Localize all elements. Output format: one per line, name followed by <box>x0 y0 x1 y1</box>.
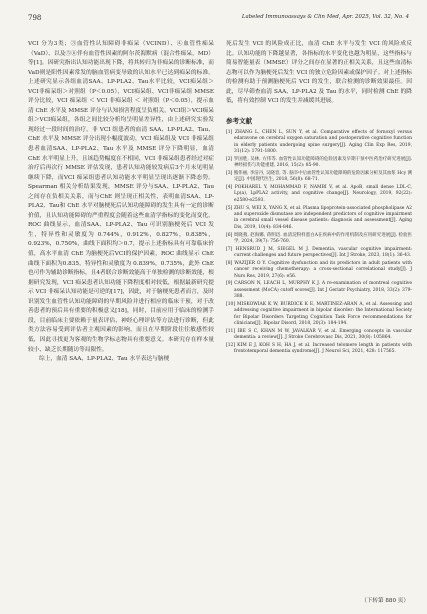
reference-item: [7] HENSRUD J M, SIEGEL M J. Dementia, vascular cognitive impairment: current challenges and future perspectives[J]. Int J Stroke, 2023, 18(1): 36-43. <box>226 246 412 259</box>
reference-item: [3] 熊伟丽, 李洁丹, 吴晓容, 等. 脑卒中后血管性认知功能障碍的危险因素分析及其血浆 Hcy 测定[J]. 中国现代医生, 2018, 56(8): 68-71. <box>226 170 412 183</box>
reference-item: [6] 周晓燕, 赵海娜, 蒋明迅. 血清淀粉样蛋白A在疾病中的作用机制及应用研究进展[J]. 检验医学, 2024, 39(7): 756-760. <box>226 232 412 245</box>
reference-item: [12] KIM E J, KOH S H, HA J, et al. Increased telomere length in patients with frontotemporal dementia syndrome[J]. J Neurol Sci, 2021, 428: 117565. <box>226 342 412 355</box>
reference-item: [8] WAZIJER O Y. Cognitive dysfunction and its predictors in adult patients with cancer receiving chemotherapy: a cross-sectional correlational study[J]. J Nurs Res, 2019, 27(6): e56. <box>226 260 412 279</box>
page-number: 798 <box>28 14 42 22</box>
journal-title: Labeled Immunoassays & Clin Med, Apr. 2025, Vol. 32, No. 4 <box>241 14 409 20</box>
body-paragraph: VCI 分为3类；③血管性认知障碍非痴呆（VCIND）、④血管性痴呆（VaD）、以及⑤⑥伴有血管性因素的阿尔茨海默病（混合性痴呆，MD）等[1]。因研究指出认知功能出现下降，将其转归为非痴呆的诊断标准，而VaD则是阳性因素常发的脑血管病变导致的认知水平已达到痴呆的标准。上述研究显示各组血清SAA、LP-PLA2、Tau水平比较，VCI痴呆组＞VCI非痴呆组＞对照组（P＜0.05），VCI痴呆组、VCI非痴呆组 MMSE 评分比较，VCI 痴呆组 ＜ VCI 非痴呆组 ＜ 对照组（P＜0.05），提示血清 ChE 水平及 MMSE 评分与认知损害程度呈负相关，VCI组＞VCI痴呆组＞VCI痴呆组，各组之间比较分析均呈明显差异性，由上述研究实验发现经过一段时间的治疗，非 VCI 组患者的血清 SAA、LP-PLA2、Tau、ChE 水平及 MMSE 评分出现小幅度波动，VCI 痴呆组及 VCI 非痴呆组患者血清SAA、LP-PLA2、Tau 水平及 MMSE 评分下降明显，血清 ChE 水平明显上升，且该趋势幅度在不相同，VCI 非痴呆组患者经过对症治疗后再次行 MMSE 评估发现，患者认知功能较发病后3个月未见明显继续下降，而VCI 痴呆组患者认知功能水平明显呈现出逐渐下降态势。Spearman 相关分析结果发现，MMSE 评分与SAA、LP-PLA2、Tau 之间存在负相关关系，而与ChE 则呈现正相关性，表明血清SAA、LP-PLA2、Tau和 ChE 水平对脑梗死后认知功能障碍的发生具有一定的诊断价值，且认知功能障碍的严重程度会随着这些血清学指标的变化而变化。ROC 曲线显示，血清SAA、LP-PLA2、Tau 可识别脑梗死后 VCI 发生，特异性和灵敏度为 0.744%，0.912%，0.827%，0.838%，0.923%，0.750%，曲线下面积均＞0.7，提示上述指标具有可靠临床价值，高水平血清 ChE 为脑梗死后VCI的保护因素，ROC 曲线显示 ChE 曲线下面积为0.835，特异性和灵敏度为 0.839%，0.735%，此外 ChE也可作为辅助诊断指标，且4者联合诊断效能高于单独检测的诊断效能，根据研究发现，VCI 痴呆患者认知功能下降程度相对较低，根据最新研究提示 VCI 非痴呆认知功能是可逆的[17]，因此，对于脑梗死患者而言，及时识别发生血管性认知功能障碍的早期风险并进行相应的临床干预，对于改善患者的预后具有重要的积极意义[18]，同时，目前应用于临床的检测手段，目前临床主要依赖于量表评估、神经心理评估等方法进行诊断，但此类方法容易受到评估者主观因素的影响，而且在早期阶段往往敏感性较低，因此寻找更为客观的生物学标志物具有重要意义。本研究存在样本量较小、缺乏长期随访等局限性。 <box>28 41 214 353</box>
reference-list <box>226 130 412 356</box>
reference-item: [11] IBE S C, KHAN M W, JAVALKAR V, et al. Emerging concepts in vascular dementia: a review[J]. J Stroke Cerebrovasc Dis, 2021, 30(8): 105864. <box>226 328 412 341</box>
reference-item: [9] CARSON N, LEACH L, MURPHY K J. A re-examination of montreal cognitive assessment (MoCA) cutoff scores[J]. Int J Geriatr Psychiatry, 2018, 33(2): 379-388. <box>226 281 412 300</box>
reference-item: [4] POKHAREL Y, MOHAMMAD F, NAMBI V, et al. ApoB, small dense LDL-C, Lp(a), LpPLA2 activity, and cognitive change[J]. Neurology, 2019, 92(22): e2580-e2593. <box>226 185 412 203</box>
right-column <box>226 40 412 357</box>
continued-note: （下转第 880 页） <box>361 598 409 604</box>
body-paragraph-conclusion: 死后发生 VCI 的风险成正比，血清 ChE 水平与发生 VCI 的风险成反比。认知功能的下降越显著，各指标的水平变化也越为明显，这些指标与简易智能量表（MMSE）评分之间存在显著的正相关关系，且这些血清标志物可以作为脑梗死后发生 VCI 的独立危险因素或保护因子。对上述指标的检测有助于预测脑梗死后 VCI 的发生，联合检测的诊断效果最佳。因此，尽早筛查血清 SAA、LP-PLA2 及 Tau 的水平，同时检测 ChE 的降低，将有效控制 VCI 的发生并减缓其进展。 <box>226 41 412 105</box>
reference-item: [10] MISKOWIAK K W, BURDICK K E, MARTINEZ-ARAN A, et al. Assessing and addressing cognitive impairment in bipolar disorder: the International Society for Bipolar Disorders Targeting Cognition Task Force recommendations for clinicians[J]. Bipolar Disord, 2018, 20(3): 184-194. <box>226 301 412 327</box>
reference-item: [2] 罗国胜, 吴林, 方伟等. 血管性认知功能障碍的危险因素及早期干预中医药治疗研究进展[J]. 神经损伤与功能重建, 2016, 15(2): 85-90. <box>226 156 412 169</box>
running-header <box>28 14 409 26</box>
reference-item: [5] ZHU S, WEI X, YANG X, et al. Plasma lipoprotein-associated phospholipase A2 and superoxide dismutase are independent predictors of cognitive impairment in cerebral small vessel disease patients: diagnosis and assessment[J]. Aging Dis, 2019, 10(4): 834-846. <box>226 205 412 230</box>
references-heading: 参考文献 <box>226 116 252 125</box>
left-column <box>28 40 214 365</box>
body-paragraph-conclusion-start: 综上，血清 SAA、LP-PLA2、Tau 水平表达与脑梗 <box>39 356 170 363</box>
reference-item: [1] ZHANG L, CHEN L, SUN Y, et al. Comparative effects of fornoxyl versus edaravone on cerebral oxygen saturation and postoperative cognitive function in elderly patients undergoing spine surgery[J]. Aging Clin Exp Res, 2019, 31(12): 1791-1800. <box>226 129 412 155</box>
